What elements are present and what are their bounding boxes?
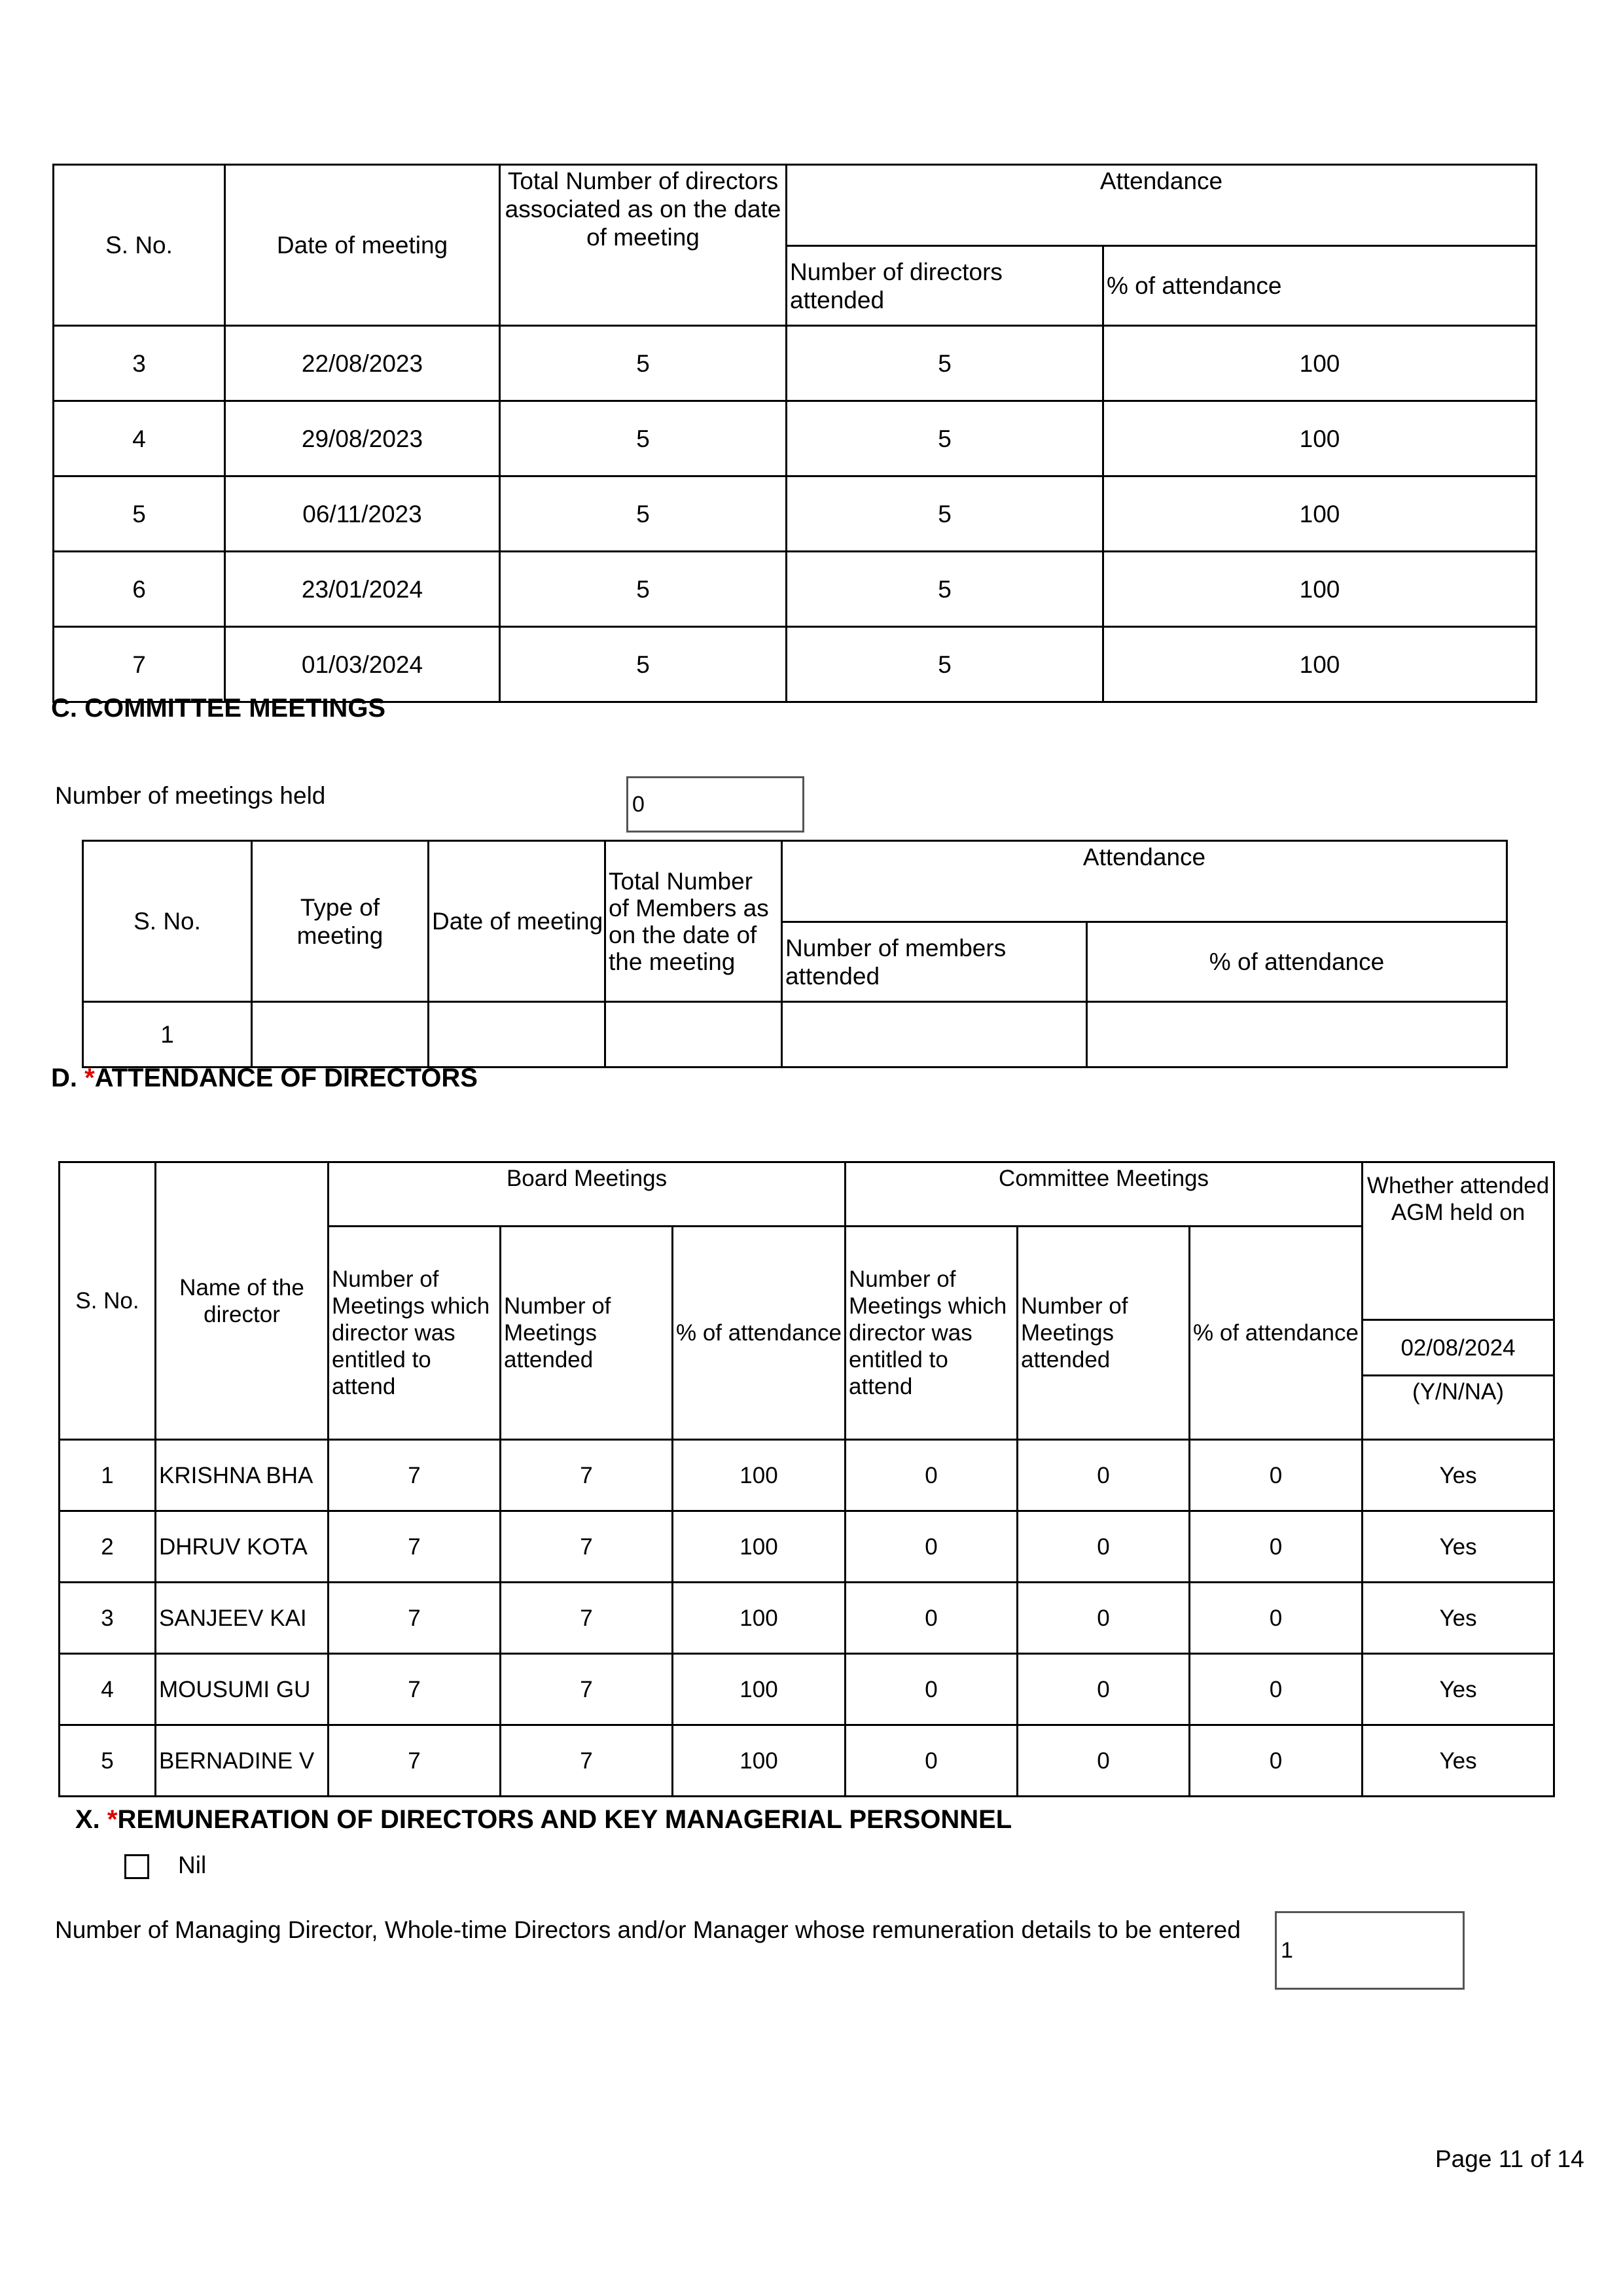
cell-sno: 1 (83, 1002, 252, 1067)
table-row (54, 552, 1537, 627)
cell-sno: 3 (54, 326, 225, 401)
col-header-members-attended: Number of members attended (782, 922, 1087, 1002)
committee-heading: C. COMMITTEE MEETINGS (51, 694, 386, 723)
cell-agm-attended: Yes (1363, 1654, 1554, 1725)
cell-percent: 100 (1103, 326, 1537, 401)
cell-board-entitled: 7 (329, 1440, 501, 1511)
col-header-board-percent: % of attendance (673, 1227, 846, 1440)
cell-attended: 5 (787, 627, 1103, 702)
table-row (83, 1002, 1507, 1067)
cell-date[interactable] (429, 1002, 605, 1067)
heading-text: ATTENDANCE OF DIRECTORS (94, 1064, 478, 1092)
cell-sno: 6 (54, 552, 225, 627)
cell-total: 5 (500, 627, 787, 702)
meetings-held-field[interactable] (626, 776, 804, 833)
remuneration-count-field[interactable] (1275, 1911, 1465, 1990)
cell-director-name: SANJEEV KAI (156, 1583, 329, 1654)
cell-director-name: BERNADINE V (156, 1725, 329, 1797)
cell-director-name: MOUSUMI GU (156, 1654, 329, 1725)
col-header-sno: S. No. (60, 1162, 156, 1440)
cell-committee-percent: 0 (1190, 1583, 1363, 1654)
table-row (54, 401, 1537, 476)
cell-total: 5 (500, 552, 787, 627)
cell-sno: 4 (60, 1654, 156, 1725)
table-row (54, 476, 1537, 552)
cell-percent: 100 (1103, 552, 1537, 627)
cell-committee-entitled: 0 (846, 1511, 1018, 1583)
remuneration-heading (75, 1805, 1012, 1835)
cell-attended: 5 (787, 326, 1103, 401)
cell-committee-percent: 0 (1190, 1440, 1363, 1511)
cell-director-name: KRISHNA BHA (156, 1440, 329, 1511)
agm-options: (Y/N/NA) (1363, 1376, 1554, 1440)
cell-committee-attended: 0 (1018, 1511, 1190, 1583)
cell-percent: 100 (1103, 627, 1537, 702)
table-row (60, 1583, 1554, 1654)
directors-attendance-heading (51, 1064, 478, 1093)
remuneration-count-value: 1 (1281, 1937, 1293, 1963)
col-header-percent-attendance: % of attendance (1087, 922, 1507, 1002)
cell-sno: 5 (54, 476, 225, 552)
meetings-held-label: Number of meetings held (55, 782, 326, 809)
cell-date: 06/11/2023 (225, 476, 500, 552)
cell-date: 23/01/2024 (225, 552, 500, 627)
table-row (60, 1511, 1554, 1583)
cell-board-attended: 7 (501, 1440, 673, 1511)
cell-committee-percent: 0 (1190, 1511, 1363, 1583)
col-header-sno: S. No. (83, 841, 252, 1002)
col-header-percent-attendance: % of attendance (1103, 246, 1537, 326)
cell-percent[interactable] (1087, 1002, 1507, 1067)
col-header-date: Date of meeting (429, 841, 605, 1002)
col-header-committee-percent: % of attendance (1190, 1227, 1363, 1440)
cell-sno: 2 (60, 1511, 156, 1583)
directors-attendance-table (58, 1161, 1555, 1797)
cell-board-percent: 100 (673, 1725, 846, 1797)
cell-committee-percent: 0 (1190, 1725, 1363, 1797)
cell-date: 01/03/2024 (225, 627, 500, 702)
cell-board-entitled: 7 (329, 1725, 501, 1797)
heading-prefix: D. (51, 1064, 85, 1092)
agm-date: 02/08/2024 (1363, 1320, 1554, 1376)
table-row (54, 627, 1537, 702)
page-number: Page 11 of 14 (1435, 2145, 1584, 2172)
cell-committee-attended: 0 (1018, 1440, 1190, 1511)
col-header-attendance: Attendance (782, 841, 1507, 922)
cell-board-entitled: 7 (329, 1583, 501, 1654)
col-header-attendance: Attendance (787, 165, 1537, 246)
committee-meetings-table (82, 840, 1508, 1068)
cell-committee-attended: 0 (1018, 1583, 1190, 1654)
col-header-committee-entitled: Number of Meetings which director was entitled to attend (846, 1227, 1018, 1440)
col-header-committee-attended: Number of Meetings attended (1018, 1227, 1190, 1440)
col-header-agm: Whether attended AGM held on (1363, 1162, 1554, 1320)
cell-committee-percent: 0 (1190, 1654, 1363, 1725)
cell-sno: 5 (60, 1725, 156, 1797)
cell-committee-entitled: 0 (846, 1583, 1018, 1654)
cell-sno: 3 (60, 1583, 156, 1654)
cell-committee-attended: 0 (1018, 1654, 1190, 1725)
nil-checkbox[interactable] (124, 1854, 149, 1879)
cell-sno: 7 (54, 627, 225, 702)
cell-agm-attended: Yes (1363, 1440, 1554, 1511)
cell-agm-attended: Yes (1363, 1583, 1554, 1654)
cell-agm-attended: Yes (1363, 1511, 1554, 1583)
col-header-type: Type of meeting (252, 841, 429, 1002)
cell-board-percent: 100 (673, 1511, 846, 1583)
remuneration-count-label: Number of Managing Director, Whole-time Directors and/or Manager whose remuneration details to be entered (55, 1916, 1241, 1943)
cell-agm-attended: Yes (1363, 1725, 1554, 1797)
col-header-board-attended: Number of Meetings attended (501, 1227, 673, 1440)
cell-committee-entitled: 0 (846, 1440, 1018, 1511)
cell-committee-entitled: 0 (846, 1654, 1018, 1725)
cell-date: 22/08/2023 (225, 326, 500, 401)
col-header-board-meetings: Board Meetings (329, 1162, 846, 1227)
cell-attended[interactable] (782, 1002, 1087, 1067)
cell-board-attended: 7 (501, 1725, 673, 1797)
cell-committee-attended: 0 (1018, 1725, 1190, 1797)
board-meetings-table (52, 164, 1537, 703)
cell-sno: 1 (60, 1440, 156, 1511)
col-header-date: Date of meeting (225, 165, 500, 326)
nil-label: Nil (178, 1852, 207, 1878)
cell-attended: 5 (787, 401, 1103, 476)
table-row (60, 1654, 1554, 1725)
table-row (60, 1440, 1554, 1511)
meetings-held-value: 0 (632, 791, 645, 817)
cell-board-percent: 100 (673, 1440, 846, 1511)
cell-total[interactable] (605, 1002, 782, 1067)
cell-committee-entitled: 0 (846, 1725, 1018, 1797)
col-header-total-members: Total Number of Members as on the date of the meeting (605, 841, 782, 1002)
cell-attended: 5 (787, 552, 1103, 627)
cell-sno: 4 (54, 401, 225, 476)
cell-percent: 100 (1103, 476, 1537, 552)
table-row (60, 1725, 1554, 1797)
cell-date: 29/08/2023 (225, 401, 500, 476)
cell-total: 5 (500, 326, 787, 401)
col-header-total-directors: Total Number of directors associated as on the date of meeting (500, 165, 787, 326)
cell-board-percent: 100 (673, 1583, 846, 1654)
cell-total: 5 (500, 476, 787, 552)
cell-director-name: DHRUV KOTA (156, 1511, 329, 1583)
col-header-committee-meetings: Committee Meetings (846, 1162, 1363, 1227)
cell-board-attended: 7 (501, 1654, 673, 1725)
cell-board-entitled: 7 (329, 1654, 501, 1725)
heading-prefix: X. (75, 1805, 107, 1834)
cell-board-entitled: 7 (329, 1511, 501, 1583)
cell-percent: 100 (1103, 401, 1537, 476)
table-row (54, 326, 1537, 401)
cell-board-percent: 100 (673, 1654, 846, 1725)
required-marker: * (107, 1805, 118, 1834)
cell-board-attended: 7 (501, 1583, 673, 1654)
col-header-name: Name of the director (156, 1162, 329, 1440)
col-header-directors-attended: Number of directors attended (787, 246, 1103, 326)
cell-board-attended: 7 (501, 1511, 673, 1583)
cell-type[interactable] (252, 1002, 429, 1067)
required-marker: * (84, 1064, 95, 1092)
col-header-sno: S. No. (54, 165, 225, 326)
heading-text: REMUNERATION OF DIRECTORS AND KEY MANAGERIAL PERSONNEL (117, 1805, 1012, 1834)
col-header-board-entitled: Number of Meetings which director was entitled to attend (329, 1227, 501, 1440)
cell-attended: 5 (787, 476, 1103, 552)
cell-total: 5 (500, 401, 787, 476)
